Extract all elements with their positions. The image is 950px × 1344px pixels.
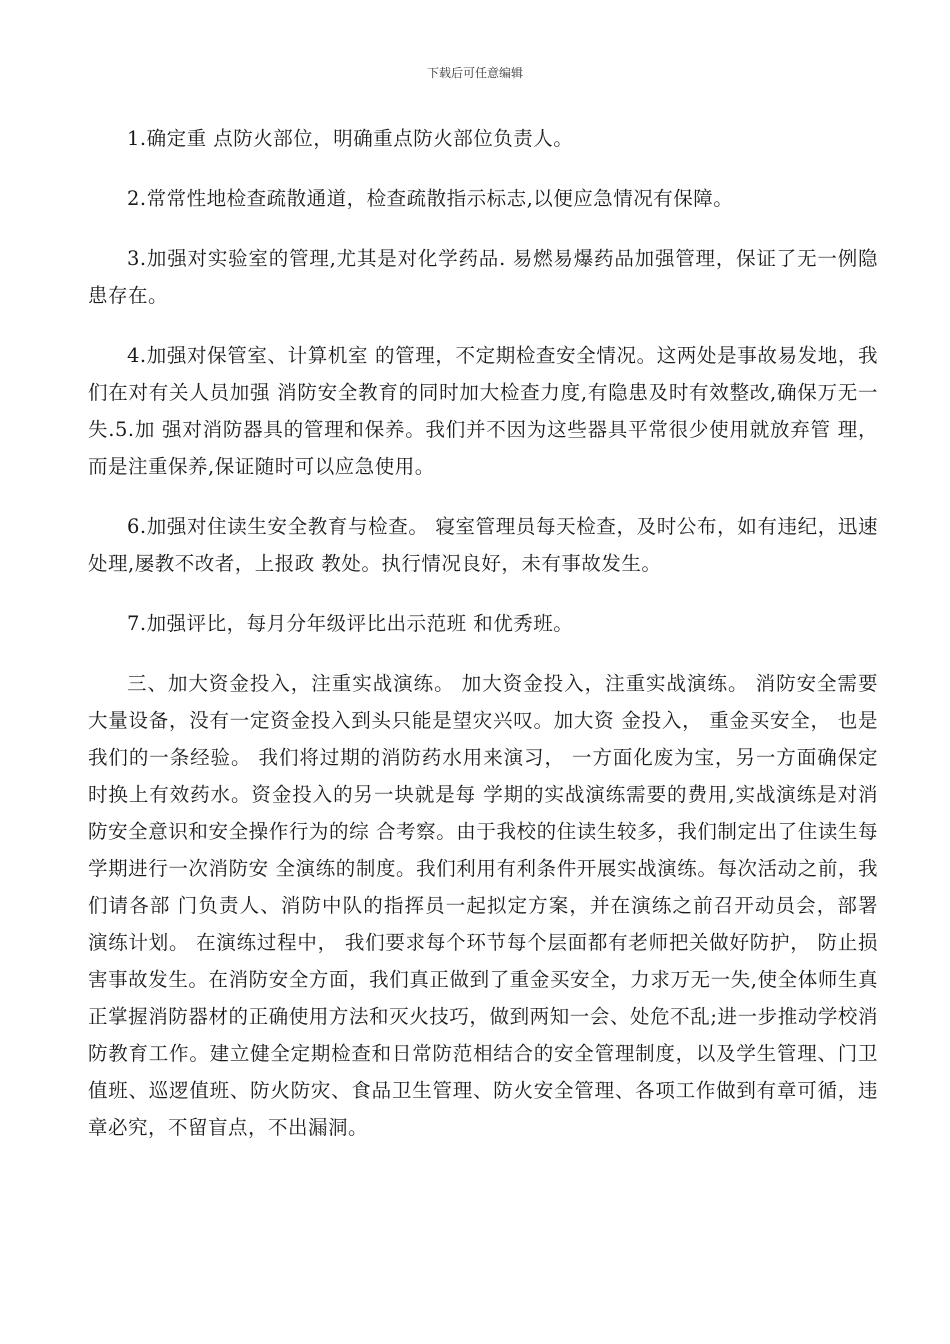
paragraph-2: 2.常常性地检查疏散通道，检查疏散指示标志,以便应急情况有保障。	[127, 187, 734, 210]
paragraph-5: 6.加强对住读生安全教育与检查。 寝室管理员每天检查，及时公布，如有违纪，迅速处理,屡教不改者，上报政 教处。执行情况良好，未有事故发生。	[88, 515, 878, 575]
paragraph-7: 三、加大资金投入，注重实战演练。 加大资金投入，注重实战演练。 消防安全需要大量设备，没有一定资金投入到头只能是望灾兴叹。加大资 金投入， 重金买安全， 也是我们的一条经验。 我们将过期的消防药水用来演习， 一方面化废为宝，另一方面确保定时换上有效药水。资金投入的另一块就是每 学期的实战演练需要的费用,实战演练是对消防安全意识和安全操作行为的综 合考察。由于我校的住读生较多，我们制定出了住读生每学期进行一次消防安 全演练的制度。我们利用有利条件开展实战演练。每次活动之前，我们请各部 门负责人、消防中队的指挥员一起拟定方案，并在演练之前召开动员会，部署 演练计划。 在演练过程中， 我们要求每个环节每个层面都有老师把关做好防护， 防止损害事故发生。在消防安全方面，我们真正做到了重金买安全，力求万无一失,使全体师生真正掌握消防器材的正确使用方法和灭火技巧，做到两知一会、处危不乱;进一步推动学校消防教育工作。建立健全定期检查和日常防范相结合的安全管理制度，以及学生管理、门卫值班、巡逻值班、防火防灾、食品卫生管理、防火安全管理、各项工作做到有章可循，违章必究，不留盲点，不出漏洞。	[88, 672, 878, 1139]
paragraph-3: 3.加强对实验室的管理,尤其是对化学药品. 易燃易爆药品加强管理，保证了无一例隐患存在。	[88, 247, 878, 307]
paragraph-1: 1.确定重 点防火部位，明确重点防火部位负责人。	[127, 127, 574, 150]
paragraph-4: 4.加强对保管室、计算机室 的管理，不定期检查安全情况。这两处是事故易发地，我们在对有关人员加强 消防安全教育的同时加大检查力度,有隐患及时有效整改,确保万无一失.5.加 强对消防器具的管理和保养。我们并不因为这些器具平常很少使用就放弃管 理，而是注重保养,保证随时可以应急使用。	[88, 344, 878, 478]
paragraph-6: 7.加强评比，每月分年级评比出示范班 和优秀班。	[127, 612, 574, 635]
page-header: 下载后可任意编辑	[426, 66, 523, 80]
document-body	[88, 120, 878, 1169]
